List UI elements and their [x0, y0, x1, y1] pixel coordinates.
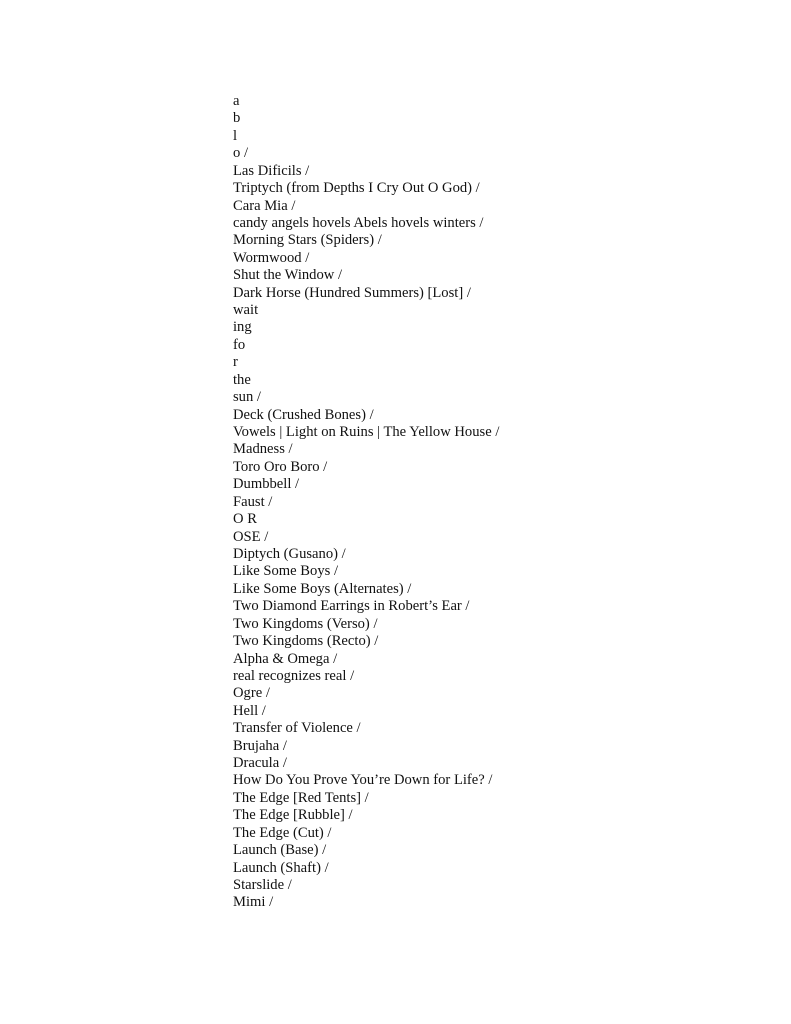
title-line: r	[233, 354, 238, 371]
title-line: Dracula /	[233, 755, 287, 772]
title-line: Starslide /	[233, 876, 292, 893]
title-line: Launch (Shaft) /	[233, 859, 329, 876]
title-line: The Edge (Cut) /	[233, 824, 332, 841]
title-line: wait	[233, 302, 259, 319]
title-line: candy angels hovels Abels hovels winters /	[233, 214, 484, 231]
title-line: Wormwood /	[233, 249, 310, 266]
title-line: b	[233, 110, 241, 127]
title-line: Ogre /	[233, 685, 270, 702]
title-line: Diptych (Gusano) /	[233, 545, 346, 562]
title-line: Two Kingdoms (Verso) /	[233, 615, 378, 632]
title-line: the	[233, 371, 251, 388]
title-line: Cara Mia /	[233, 197, 296, 214]
title-line: Hell /	[233, 702, 266, 719]
title-line: Two Kingdoms (Recto) /	[233, 633, 379, 650]
title-line: ing	[233, 319, 252, 336]
title-line: a	[233, 93, 240, 109]
title-line: O R	[233, 511, 257, 528]
title-line: Deck (Crushed Bones) /	[233, 406, 374, 423]
title-line: Dark Horse (Hundred Summers) [Lost] /	[233, 284, 471, 301]
title-line: Like Some Boys /	[233, 563, 338, 580]
title-line: o /	[233, 145, 248, 162]
title-line: Vowels | Light on Ruins | The Yellow House /	[233, 424, 500, 441]
title-line: Launch (Base) /	[233, 842, 327, 859]
title-line: OSE /	[233, 528, 269, 545]
title-line: Toro Oro Boro /	[233, 458, 328, 475]
title-list	[233, 93, 499, 912]
title-line: Mimi /	[233, 894, 274, 911]
title-line: Like Some Boys (Alternates) /	[233, 580, 412, 597]
title-line: Two Diamond Earrings in Robert’s Ear /	[233, 598, 470, 615]
title-line: Transfer of Violence /	[233, 720, 361, 737]
title-line: How Do You Prove You’re Down for Life? /	[233, 772, 493, 789]
title-line: fo	[233, 336, 246, 353]
title-line: The Edge [Red Tents] /	[233, 789, 369, 806]
title-line: Madness /	[233, 441, 293, 458]
title-line: Las Dificils /	[233, 162, 310, 179]
title-line: sun /	[233, 389, 261, 406]
title-line: Alpha & Omega /	[233, 650, 338, 667]
title-line: Brujaha /	[233, 737, 287, 754]
title-line: Shut the Window /	[233, 267, 343, 284]
title-line: Faust /	[233, 493, 273, 510]
title-line: The Edge [Rubble] /	[233, 807, 353, 824]
title-line: real recognizes real /	[233, 667, 355, 684]
title-line: Dumbbell /	[233, 476, 300, 493]
title-line: l	[233, 127, 238, 144]
title-line: Triptych (from Depths I Cry Out O God) /	[233, 180, 480, 197]
title-line: Morning Stars (Spiders) /	[233, 232, 382, 249]
